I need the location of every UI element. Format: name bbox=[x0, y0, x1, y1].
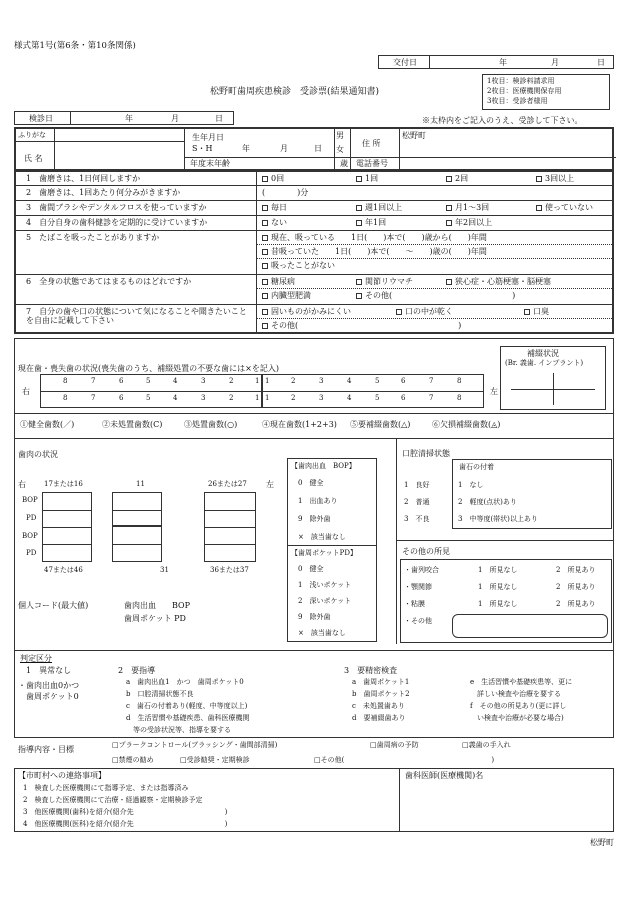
q4-opt-0[interactable] bbox=[262, 218, 287, 227]
header-copies-1: 2枚目：医療機関保存用 bbox=[487, 87, 562, 95]
guide-r2-0: □禁煙の勧め bbox=[112, 756, 154, 764]
contact-items-2: 3 他医療機関(歯科)を紹介(紹介先 ) bbox=[23, 808, 228, 816]
teeth-nums-3: 5 bbox=[146, 394, 151, 402]
teeth-left: 左 bbox=[490, 387, 498, 396]
gum-bop: BOP bbox=[22, 532, 38, 540]
teeth-nums-2: 6 bbox=[119, 377, 124, 385]
questions-4-lines-0: 現在、吸っている 1日( )本で( )歳から( )年間 bbox=[271, 233, 487, 242]
teeth-nums-8: 1 bbox=[265, 394, 270, 402]
q6-opt-3[interactable] bbox=[262, 291, 311, 300]
other-title: その他の所見 bbox=[402, 547, 450, 556]
gum-pd_box-items-0: 0 健全 bbox=[298, 565, 324, 573]
teeth-nums-4: 4 bbox=[173, 377, 178, 385]
judge-c2_items-0: a 歯肉出血1 かつ 歯周ポケット0 bbox=[126, 678, 244, 686]
person-era: S・H bbox=[192, 144, 213, 153]
questions-1-q: 2 歯磨きは、1回あたり何分みがきますか bbox=[26, 188, 181, 197]
teeth-nums-3: 5 bbox=[146, 377, 151, 385]
teeth-counts-2: ③処置歯数(○) bbox=[184, 420, 238, 429]
prosthesis-box bbox=[500, 346, 606, 410]
q3-opt-0[interactable] bbox=[262, 203, 287, 212]
q5-opt-0[interactable] bbox=[262, 233, 487, 242]
gum-t3: 26または27 bbox=[208, 480, 247, 488]
teeth-nums-6: 2 bbox=[229, 377, 234, 385]
q3-opt-1[interactable] bbox=[356, 203, 402, 212]
judge-c3e-2: f その他の所見あり(更に詳し bbox=[470, 702, 567, 710]
questions-5-lines-3: 内臓型肥満 bbox=[271, 291, 311, 300]
other-rows-0-1: 1 所見なし bbox=[478, 566, 518, 574]
questions-6-lines-0: 固いものがかみにくい bbox=[271, 307, 351, 316]
person-fy_age: 年度末年齢 bbox=[190, 159, 230, 168]
teeth-nums-5: 3 bbox=[201, 394, 206, 402]
questions-2-opts-3: 使っていない bbox=[545, 203, 593, 212]
teeth-counts-5: ⑥欠損補綴歯数(◬) bbox=[432, 420, 501, 429]
copies-box bbox=[482, 74, 610, 110]
q6-opt-4[interactable] bbox=[356, 291, 515, 300]
questions-2-q: 3 歯間ブラシやデンタルフロスを使っていますか bbox=[26, 203, 207, 212]
questions-0-q: 1 歯磨きは、1日何回しますか bbox=[26, 174, 141, 183]
gum-pd_box-items-2: 2 深いポケット bbox=[298, 597, 352, 605]
gum-grid-center-low bbox=[112, 526, 162, 562]
instruction-note: ※太枠内をご記入のうえ、受診して下さい。 bbox=[422, 116, 583, 125]
gum-left: 左 bbox=[266, 480, 274, 489]
judge-c3: 3 要精密検査 bbox=[344, 666, 398, 675]
questions-2-opts-1: 週1回以上 bbox=[365, 203, 403, 212]
teeth-title: 現在歯・喪失歯の状況(喪失歯のうち、補綴処置の不要な歯には×を記入) bbox=[18, 364, 279, 373]
gum-title: 歯肉の状況 bbox=[18, 450, 58, 459]
issue-date-label: 交付日 bbox=[393, 58, 417, 67]
exam-date-box bbox=[14, 111, 234, 125]
questions-4-lines-2: 吸ったことがない bbox=[271, 261, 335, 270]
hygiene-rows-1-1: 2 軽度(点状)あり bbox=[458, 498, 517, 506]
questions-5-lines-2: 狭心症・心筋梗塞・脳梗塞 bbox=[455, 277, 551, 286]
q4-opt-2[interactable] bbox=[446, 218, 492, 227]
gum-pd_box-title: 【歯周ポケットPD】 bbox=[291, 549, 357, 557]
gum-bop: BOP bbox=[22, 496, 38, 504]
header-year: 年 bbox=[499, 58, 507, 67]
footer: 松野町 bbox=[590, 838, 614, 847]
hygiene-title: 口腔清掃状態 bbox=[402, 449, 450, 458]
gum-code: 個人コード(最大値) bbox=[18, 601, 89, 610]
questions-5-lines-0: 糖尿病 bbox=[271, 277, 295, 286]
q1-opt-1[interactable] bbox=[356, 174, 378, 183]
person-furigana: ふりがな bbox=[18, 131, 46, 139]
questions-2-opts-2: 月1〜3回 bbox=[455, 203, 490, 212]
q7-opt-3[interactable] bbox=[262, 321, 461, 330]
judge-c1a: ・歯肉出血0かつ bbox=[18, 681, 80, 690]
judge-c3e-0: e 生活習慣や基礎疾患等、更に bbox=[470, 678, 573, 686]
gum-bop_box-items-2: 9 除外歯 bbox=[298, 515, 331, 523]
other-rows-1-1: 1 所見なし bbox=[478, 583, 518, 591]
gum-pd_box-items-1: 1 浅いポケット bbox=[298, 581, 352, 589]
teeth-nums-9: 2 bbox=[291, 394, 296, 402]
person-address: 住 所 bbox=[362, 139, 381, 148]
person-box bbox=[14, 127, 614, 171]
header-month: 月 bbox=[551, 58, 559, 67]
teeth-nums-6: 2 bbox=[229, 394, 234, 402]
gum-bop_box-title: 【歯肉出血 BOP】 bbox=[291, 462, 356, 470]
gum-t1: 17または16 bbox=[44, 480, 83, 488]
q7-opt-1[interactable] bbox=[396, 307, 453, 316]
questions-5-lines-4: その他( ) bbox=[365, 291, 516, 300]
form-number: 様式第1号(第6条・第10条関係) bbox=[14, 41, 136, 51]
other-findings-input[interactable] bbox=[452, 614, 608, 638]
teeth-nums-13: 6 bbox=[401, 377, 406, 385]
q5-opt-2[interactable] bbox=[262, 261, 335, 270]
hygiene-rows-0-1: 1 なし bbox=[458, 481, 484, 489]
gum-pd: PD bbox=[26, 514, 37, 522]
teeth-nums-0: 8 bbox=[63, 394, 68, 402]
questions-4-lines-1: 昔吸っていた 1日( )本で( 〜 )歳の( )年間 bbox=[271, 247, 487, 256]
judge-c3e-1: 詳しい検査や治療を要する bbox=[470, 690, 561, 698]
q1-opt-3[interactable] bbox=[536, 174, 574, 183]
questions-3-opts-2: 年2回以上 bbox=[455, 218, 493, 227]
judge-title: 判定区分 bbox=[20, 654, 52, 663]
teeth-nums-1: 7 bbox=[91, 394, 96, 402]
other-rows-2-1: 1 所見なし bbox=[478, 600, 518, 608]
other-rows-2-2: 2 所見あり bbox=[556, 600, 596, 608]
questions-6-lines-2: 口臭 bbox=[533, 307, 549, 316]
teeth-nums-8: 1 bbox=[265, 377, 270, 385]
teeth-nums-1: 7 bbox=[91, 377, 96, 385]
questions-0-opts-3: 3回以上 bbox=[545, 174, 575, 183]
guide-title: 指導内容・目標 bbox=[18, 745, 74, 754]
teeth-nums-7: 1 bbox=[255, 377, 260, 385]
hygiene-rows-2-1: 3 中等度(帯状)以上あり bbox=[458, 515, 538, 523]
teeth-prosth: 補綴状況 bbox=[527, 349, 559, 358]
questions-5-q: 6 全身の状態であてはまるものはどれですか bbox=[26, 277, 192, 286]
contact-box bbox=[14, 768, 614, 832]
judge-c3_items-2: c 未処置歯あり bbox=[352, 702, 405, 710]
teeth-counts-0: ①健全歯数(／) bbox=[20, 420, 75, 429]
gum-grid-right bbox=[42, 492, 92, 562]
teeth-nums-12: 5 bbox=[375, 394, 380, 402]
q2-minutes[interactable]: ( )分 bbox=[262, 188, 309, 197]
other-etc: ・その他 bbox=[404, 617, 432, 625]
other-rows-0-2: 2 所見あり bbox=[556, 566, 596, 574]
q5-opt-1[interactable] bbox=[262, 247, 487, 256]
hygiene-rows-1-0: 2 普通 bbox=[404, 498, 430, 506]
guide-r2-1: □受診勧奨・定期検診 bbox=[180, 756, 250, 764]
judge-c2_items-2: c 歯石の付着あり(軽度、中等度以上) bbox=[126, 702, 248, 710]
header-day: 日 bbox=[597, 58, 605, 67]
teeth-prosth_sub: (Br. 義歯. インプラント) bbox=[505, 359, 584, 367]
hygiene-rows-0-0: 1 良好 bbox=[404, 481, 430, 489]
teeth-nums-0: 8 bbox=[63, 377, 68, 385]
gum-b2: 31 bbox=[160, 566, 169, 574]
header-copies-2: 3枚目：受診者様用 bbox=[487, 97, 548, 105]
questions-0-opts-0: 0回 bbox=[271, 174, 285, 183]
contact-items-0: 1 検査した医療機関にて指導予定、または指導済み bbox=[23, 784, 189, 792]
questions-4-q: 5 たばこを吸ったことがありますか bbox=[26, 233, 160, 242]
contact-title: 【市町村への連絡事項】 bbox=[18, 771, 106, 780]
gum-bop_box-items-3: × 該当歯なし bbox=[298, 533, 346, 541]
gum-pd: PD bbox=[26, 549, 37, 557]
teeth-nums-13: 6 bbox=[401, 394, 406, 402]
judge-c3e-3: い検査や治療が必要な場合) bbox=[470, 714, 564, 722]
teeth-nums-7: 1 bbox=[255, 394, 260, 402]
judge-c3_items-1: b 歯周ポケット2 bbox=[352, 690, 410, 698]
other-rows-2-0: ・粘膜 bbox=[404, 600, 425, 608]
judge-c3_items-3: d 要補綴歯あり bbox=[352, 714, 406, 722]
person-name: 氏 名 bbox=[24, 154, 43, 163]
teeth-nums-10: 3 bbox=[319, 377, 324, 385]
other-rows-1-0: ・顎関節 bbox=[404, 583, 432, 591]
issue-date-box bbox=[378, 55, 614, 69]
contact-items-1: 2 検査した医療機関にて治療・経過観察・定期検診予定 bbox=[23, 796, 203, 804]
gum-grid-left bbox=[204, 492, 256, 562]
teeth-nums-5: 3 bbox=[201, 377, 206, 385]
header-year: 年 bbox=[125, 114, 133, 123]
questions-0-opts-1: 1回 bbox=[365, 174, 379, 183]
q1-opt-0[interactable] bbox=[262, 174, 284, 183]
bop-pd-legend bbox=[287, 458, 377, 642]
q3-opt-2[interactable] bbox=[446, 203, 489, 212]
questions-6-lines-3: その他( ) bbox=[271, 321, 462, 330]
gum-bop_box-items-0: 0 健全 bbox=[298, 479, 324, 487]
q7-opt-0[interactable] bbox=[262, 307, 351, 316]
hygiene-sub: 歯石の付着 bbox=[459, 463, 494, 471]
guide-r1-2: □義歯の手入れ bbox=[462, 741, 511, 749]
header-day: 日 bbox=[314, 144, 322, 153]
person-male: 男 bbox=[336, 131, 344, 140]
gum-t2: 11 bbox=[136, 480, 145, 488]
header-exam_date: 検診日 bbox=[29, 114, 53, 123]
header-month: 月 bbox=[171, 114, 179, 123]
gum-pd_box-items-4: × 該当歯なし bbox=[298, 629, 346, 637]
teeth-counts-1: ②未処置歯数(C) bbox=[102, 420, 163, 429]
hygiene-rows-2-0: 3 不良 bbox=[404, 515, 430, 523]
q6-opt-2[interactable] bbox=[446, 277, 551, 286]
questions-6-lines-1: 口の中が乾く bbox=[405, 307, 453, 316]
contact-dentist: 歯科医師(医療機関)名 bbox=[405, 771, 484, 780]
header-year: 年 bbox=[242, 144, 250, 153]
teeth-nums-15: 8 bbox=[457, 394, 462, 402]
teeth-nums-2: 6 bbox=[119, 394, 124, 402]
questionnaire bbox=[14, 171, 614, 334]
q7-opt-2[interactable] bbox=[524, 307, 549, 316]
page-title: 松野町歯周疾患検診 受診票(結果通知書) bbox=[210, 87, 380, 97]
teeth-counts-4: ⑤要補綴歯数(△) bbox=[350, 420, 411, 429]
teeth-chart bbox=[40, 374, 484, 408]
gum-right: 右 bbox=[18, 480, 26, 489]
q6-opt-1[interactable] bbox=[356, 277, 413, 286]
judge-c2_items-3: d 生活習慣や基礎疾患、歯科医療機関 bbox=[126, 714, 250, 722]
gum-pd_box-items-3: 9 除外歯 bbox=[298, 613, 331, 621]
person-birth: 生年月日 bbox=[192, 133, 224, 142]
questions-3-q: 4 自分自身の歯科健診を定期的に受けていますか bbox=[26, 218, 208, 227]
teeth-nums-10: 3 bbox=[319, 394, 324, 402]
teeth-nums-9: 2 bbox=[291, 377, 296, 385]
other-rows-0-0: ・歯列咬合 bbox=[404, 566, 439, 574]
gum-b1: 47または46 bbox=[44, 566, 83, 574]
person-age_unit: 歳 bbox=[340, 159, 348, 168]
teeth-nums-14: 7 bbox=[429, 377, 434, 385]
gum-bop_box-items-1: 1 出血あり bbox=[298, 497, 338, 505]
q1-opt-2[interactable] bbox=[446, 174, 468, 183]
questions-3-opts-0: ない bbox=[271, 218, 287, 227]
contact-items-3: 4 他医療機関(医科)を紹介(紹介先 ) bbox=[23, 820, 228, 828]
q6-opt-0[interactable] bbox=[262, 277, 295, 286]
teeth-nums-4: 4 bbox=[173, 394, 178, 402]
gum-code_pd: 歯周ポケット PD bbox=[124, 614, 186, 623]
teeth-nums-12: 5 bbox=[375, 377, 380, 385]
gum-grid-center bbox=[112, 492, 162, 526]
guide-r2-2: □その他( ) bbox=[314, 756, 495, 764]
person-phone: 電話番号 bbox=[356, 159, 388, 168]
header-copies-0: 1枚目：検診料請求用 bbox=[487, 77, 555, 85]
judge-c2_items-4: 等の受診状況等、指導を要する bbox=[126, 726, 231, 734]
teeth-nums-11: 4 bbox=[347, 377, 352, 385]
other-rows-1-2: 2 所見あり bbox=[556, 583, 596, 591]
questions-3-opts-1: 年1回 bbox=[365, 218, 387, 227]
header-day: 日 bbox=[215, 114, 223, 123]
judge-c3_items-0: a 歯周ポケット1 bbox=[352, 678, 410, 686]
judge-c2_items-1: b 口腔清掃状態不良 bbox=[126, 690, 194, 698]
q4-opt-1[interactable] bbox=[356, 218, 386, 227]
teeth-nums-14: 7 bbox=[429, 394, 434, 402]
questions-6-q: 7 自分の歯や口の状態について気になることや聞きたいことを自由に記載して下さい bbox=[26, 307, 247, 326]
teeth-nums-15: 8 bbox=[457, 377, 462, 385]
teeth-counts-3: ④現在歯数(1+2+3) bbox=[262, 420, 337, 429]
teeth-right: 右 bbox=[22, 387, 30, 396]
guide-r1-1: □歯周病の予防 bbox=[370, 741, 419, 749]
gum-code_bop: 歯肉出血 BOP bbox=[124, 601, 190, 610]
teeth-nums-11: 4 bbox=[347, 394, 352, 402]
judge-c1b: 歯周ポケット0 bbox=[26, 692, 79, 701]
gum-b3: 36または37 bbox=[210, 566, 249, 574]
judge-c2: 2 要指導 bbox=[118, 666, 156, 675]
person-town: 松野町 bbox=[402, 131, 426, 140]
person-female: 女 bbox=[336, 145, 344, 154]
header-month: 月 bbox=[280, 144, 288, 153]
q3-opt-3[interactable] bbox=[536, 203, 593, 212]
judge-c1: 1 異常なし bbox=[26, 666, 72, 675]
guide-r1-0: □プラークコントロール(ブラッシング・歯間部清掃) bbox=[112, 741, 278, 749]
questions-2-opts-0: 毎日 bbox=[271, 203, 287, 212]
questions-5-lines-1: 関節リウマチ bbox=[365, 277, 413, 286]
questions-0-opts-2: 2回 bbox=[455, 174, 469, 183]
